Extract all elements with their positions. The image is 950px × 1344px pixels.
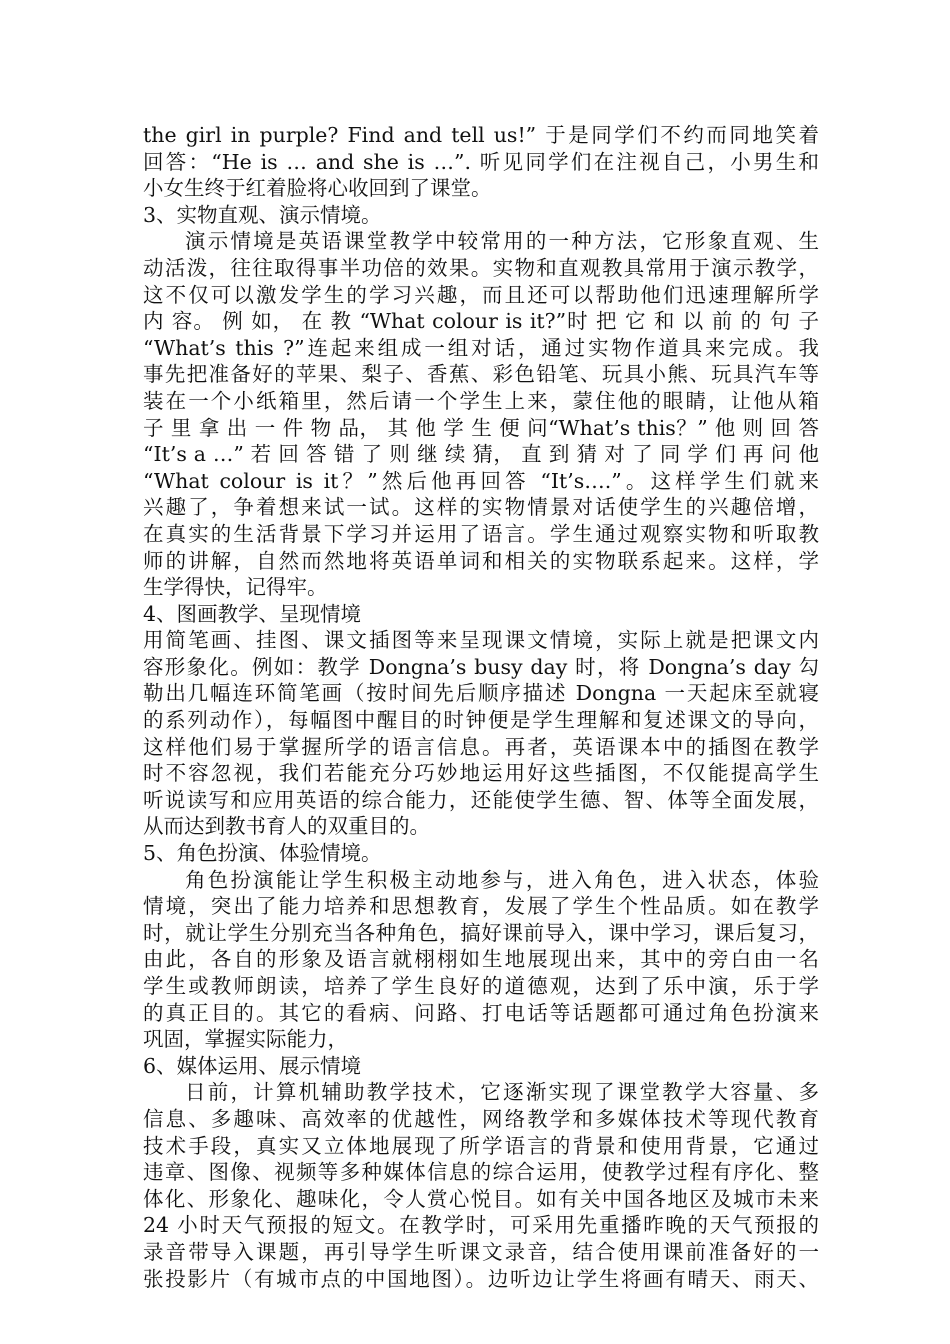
text-line: 信息、多趣味、高效率的优越性，网络教学和多媒体技术等现代教育 (143, 1106, 819, 1131)
section-heading (143, 601, 819, 628)
body-paragraph (143, 867, 819, 1053)
text-line: 内 容。 例 如， 在 教 “What colour is it?”时 把 它 和 以 前 的 句 子 (143, 309, 819, 334)
body-paragraph (143, 627, 819, 840)
text-line: 这样他们易于掌握所学的语言信息。再者，英语课本中的插图在教学 (143, 734, 819, 759)
text-line: 听说读写和应用英语的综合能力，还能使学生德、智、体等全面发展， (143, 787, 819, 812)
text-line: “It’s a …” 若 回 答 错 了 则 继 续 猜， 直 到 猜 对 了 同 学 们 再 问 他 (143, 442, 819, 467)
section-heading (143, 202, 819, 229)
text-line: 生学得快，记得牢。 (143, 575, 328, 600)
body-paragraph (143, 228, 819, 600)
text-line: 24 小时天气预报的短文。在教学时，可采用先重播昨晚的天气预报的 (143, 1213, 819, 1238)
text-line: 兴趣了，争着想来试一试。这样的实物情景对话使学生的兴趣倍增， (143, 495, 819, 520)
text-line: 日前，计算机辅助教学技术，它逐渐实现了课堂教学大容量、多 (185, 1080, 819, 1105)
text-line: 体化、形象化、趣味化，令人赏心悦目。如有关中国各地区及城市未来 (143, 1186, 819, 1211)
text-line: 录音带导入课题，再引导学生听课文录音，结合使用课前准备好的一 (143, 1239, 819, 1264)
body-paragraph (143, 1079, 819, 1292)
text-line: 5、角色扮演、体验情境。 (143, 841, 382, 866)
text-line: 6、媒体运用、展示情境 (143, 1053, 362, 1078)
text-line: 小女生终于红着脸将心收回到了课堂。 (143, 176, 492, 201)
text-line: 装在一个小纸箱里，然后请一个学生上来，蒙住他的眼睛，让他从箱 (143, 388, 819, 413)
text-line: 这不仅可以激发学生的学习兴趣，而且还可以帮助他们迅速理解所学 (143, 282, 819, 307)
text-line: 情境，突出了能力培养和思想教育，发展了学生个性品质。如在教学 (143, 894, 819, 919)
document-page (143, 122, 819, 1292)
section-heading (143, 1053, 819, 1080)
text-line: 容形象化。例如：教学 Dongna’s busy day 时，将 Dongna’s day 勾 (143, 654, 819, 679)
text-line: 勒出几幅连环简笔画（按时间先后顺序描述 Dongna 一天起床至就寝 (143, 681, 819, 706)
text-line: 用简笔画、挂图、课文插图等来呈现课文情境，实际上就是把课文内 (143, 628, 819, 653)
text-line: “What’s this ?”连起来组成一组对话，通过实物作道具来完成。我 (143, 335, 819, 360)
text-line: 的真正目的。其它的看病、问路、打电话等话题都可通过角色扮演来 (143, 1000, 819, 1025)
text-line: 张投影片（有城市点的中国地图）。边听边让学生将画有晴天、雨天、 (143, 1266, 819, 1291)
text-line: 技术手段，真实又立体地展现了所学语言的背景和使用背景，它通过 (143, 1133, 819, 1158)
text-line: 演示情境是英语课堂教学中较常用的一种方法，它形象直观、生 (185, 229, 819, 254)
text-line: 的系列动作），每幅图中醒目的时钟便是学生理解和复述课文的导向， (143, 708, 819, 733)
text-line: 巩固，掌握实际能力， (143, 1027, 348, 1052)
text-line: 事先把准备好的苹果、梨子、香蕉、彩色铅笔、玩具小熊、玩具汽车等 (143, 362, 819, 387)
text-line: 由此，各自的形象及语言就栩栩如生地展现出来，其中的旁白由一名 (143, 947, 819, 972)
body-paragraph (143, 122, 819, 202)
text-line: 角色扮演能让学生积极主动地参与，进入角色，进入状态，体验 (185, 867, 819, 892)
text-line: 3、实物直观、演示情境。 (143, 202, 382, 227)
text-line: “What colour is it？”然后他再回答 “It’s….”。这样学生们就来 (143, 468, 819, 493)
text-line: 学生或教师朗读，培养了学生良好的道德观，达到了乐中演，乐于学 (143, 974, 819, 998)
text-line: 4、图画教学、呈现情境 (143, 601, 362, 626)
text-line: 师的讲解，自然而然地将英语单词和相关的实物联系起来。这样，学 (143, 548, 819, 573)
text-line: the girl in purple? Find and tell us!” 于是同学们不约而同地笑着 (143, 123, 819, 147)
text-line: 时不容忽视，我们若能充分巧妙地运用好这些插图，不仅能提高学生 (143, 761, 819, 786)
text-line: 从而达到教书育人的双重目的。 (143, 814, 430, 839)
section-heading (143, 840, 819, 867)
text-line: 违章、图像、视频等多种媒体信息的综合运用，使教学过程有序化、整 (143, 1160, 819, 1185)
text-line: 子 里 拿 出 一 件 物 品， 其 他 学 生 便 问“What’s this？” 他 则 回 答 (143, 415, 819, 440)
text-line: 动活泼，往往取得事半功倍的效果。实物和直观教具常用于演示教学， (143, 255, 819, 280)
text-line: 回答：“He is … and she is …”. 听见同学们在注视自己，小男生和 (143, 149, 819, 174)
text-line: 时，就让学生分别充当各种角色，搞好课前导入，课中学习，课后复习， (143, 920, 819, 945)
text-line: 在真实的生活背景下学习并运用了语言。学生通过观察实物和听取教 (143, 521, 819, 546)
